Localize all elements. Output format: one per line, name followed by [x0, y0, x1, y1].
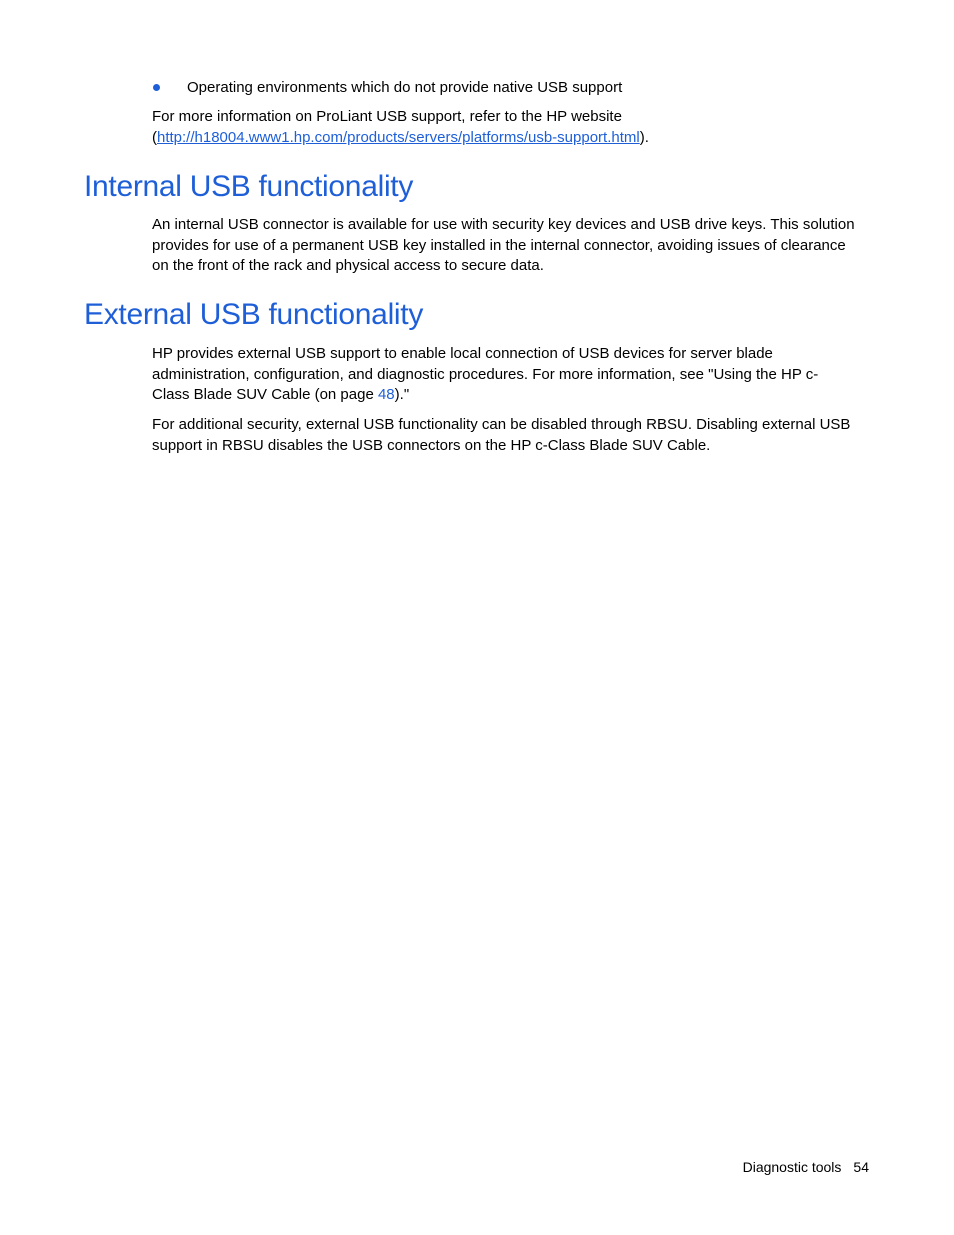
page-48-link[interactable]: 48 — [377, 386, 395, 403]
page-footer — [743, 1158, 869, 1176]
more-info-paragraph — [152, 107, 864, 148]
page-number: 54 — [853, 1159, 869, 1175]
more-info-text: For more information on ProLiant USB support, refer to the HP website — [152, 108, 622, 125]
internal-usb-paragraph: An internal USB connector is available for use with security key devices and USB drive keys. This solution provides for use of a permanent USB key installed in the internal connector, avoiding issues of clearance on the front of the rack and physical access to secure data. — [152, 216, 855, 274]
close-paren: ). — [639, 128, 649, 146]
external-usb-text: HP provides external USB support to enable local connection of USB devices for server blade administration, configuration, and diagnostic procedures. For more information, see "Using the HP c-Class Blade SUV Cable (on page — [152, 345, 819, 403]
internal-usb-heading: Internal USB functionality — [84, 170, 414, 203]
bullet-dot-icon — [153, 84, 160, 91]
bullet-text: Operating environments which do not provide native USB support — [187, 79, 623, 96]
footer-section-title: Diagnostic tools — [742, 1159, 842, 1175]
external-usb-heading: External USB functionality — [84, 298, 424, 331]
external-usb-paragraph-1 — [152, 344, 852, 406]
open-paren: ( — [152, 128, 157, 146]
external-usb-text-end: )." — [394, 386, 410, 403]
usb-support-link[interactable]: http://h18004.www1.hp.com/products/servers/platforms/usb-support.html — [157, 128, 640, 146]
external-usb-paragraph-2: For additional security, external USB functionality can be disabled through RBSU. Disabling external USB support in RBSU disables the USB connectors on the HP c-Class Blade SUV Cable. — [152, 416, 851, 454]
